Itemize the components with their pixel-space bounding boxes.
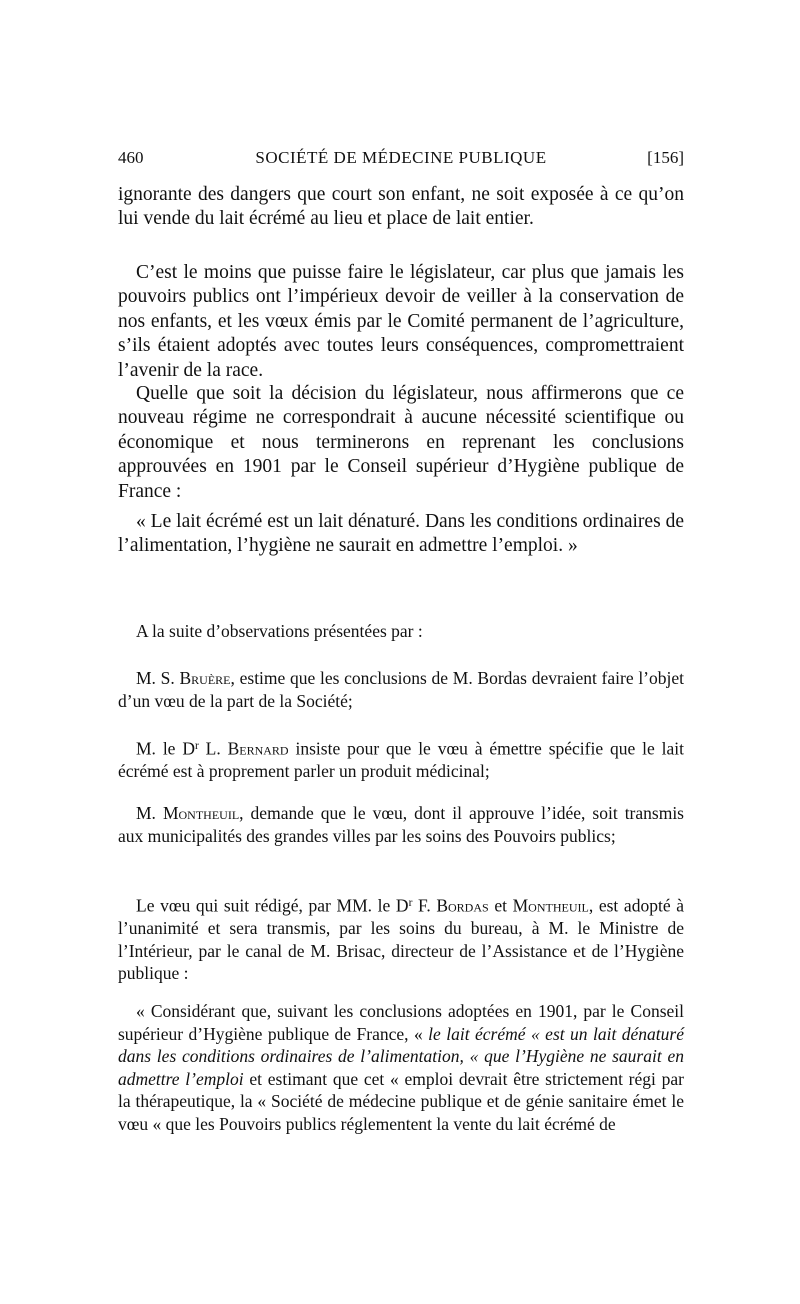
remark-montheuil: M. Montheuil, demande que le vœu, dont il approuve l’idée, soit transmis aux municipalités des grandes villes par les soins des Pouvoirs publics;: [118, 803, 684, 846]
name-montheuil-2: Montheuil: [512, 895, 589, 916]
paragraph-quote: « Le lait écrémé est un lait dénaturé. Dans les conditions ordinaires de l’alimentation, l’hygiène ne saurait en admettre l’emploi. »: [118, 511, 684, 557]
page-number: 460: [118, 148, 144, 167]
name-bernard: Bernard: [227, 738, 289, 759]
page-header: [118, 148, 684, 172]
remark-bruere: M. S. Bruère, estime que les conclusions de M. Bordas devraient faire l’objet d’un vœu de la part de la Société;: [118, 668, 685, 711]
resolution-paragraph: Le vœu qui suit rédigé, par MM. le $D^r$ F. Bordas et Montheuil, est adopté à l’unanimité et sera transmis, par les soins du bureau, à M. le Ministre de l’Intérieur, par le canal de M. Brisac, directeur de l’Assistance et de l’Hygiène publique :: [118, 895, 684, 984]
vow-text: « Considérant que, suivant les conclusions adoptées en 1901, par le Conseil supérieur d’Hygiène publique de France, « le lait écrémé « est un lait dénaturé dans les conditions ordinaires de l’alimentation, « que l’Hygiène ne saurait en admettre l’emploi et estimant que cet « emploi devrait être strictement régi par la thérapeutique, la « Société de médecine publique et de génie sanitaire émet le vœu « que les Pouvoirs publics réglementent la vente du lait écrémé de: [118, 1001, 684, 1134]
intro-line: A la suite d’observations présentées par :: [136, 621, 423, 641]
name-montheuil: Montheuil: [162, 803, 240, 823]
paragraph-conclusion: Quelle que soit la décision du législateur, nous affirmerons que ce nouveau régime ne correspondrait à aucune nécessité scientifique ou économique et nous terminerons en reprenant les conclusions approuvées en 1901 par le Conseil supérieur d’Hygiène publique de France :: [118, 383, 684, 502]
vow-italic-quote: le lait écrémé « est un lait dénaturé dans les conditions ordinaires de l’alimentation, « que l’Hygiène ne saurait en admettre l’emploi: [118, 1023, 684, 1089]
name-bruere: Bruère: [179, 668, 231, 688]
remark-bernard: M. le $D^r$ L. Bernard insiste pour que le vœu à émettre spécifie que le lait écrémé est à proprement parler un produit médicinal;: [118, 738, 685, 782]
running-title: SOCIÉTÉ DE MÉDECINE PUBLIQUE: [255, 148, 547, 167]
paragraph-continuation: ignorante des dangers que court son enfant, ne soit exposée à ce qu’on lui vende du lait écrémé au lieu et place de lait entier.: [118, 184, 684, 230]
bracket-page-number: [156]: [647, 148, 684, 167]
paragraph-legislator: C’est le moins que puisse faire le législateur, car plus que jamais les pouvoirs publics ont l’impérieux devoir de veiller à la conservation de nos enfants, et les vœux émis par le Comité permanent de l’agriculture, s’ils étaient adoptés avec toutes leurs conséquences, compromettraient l’avenir de la race.: [118, 262, 684, 381]
name-bordas: Bordas: [436, 895, 489, 916]
